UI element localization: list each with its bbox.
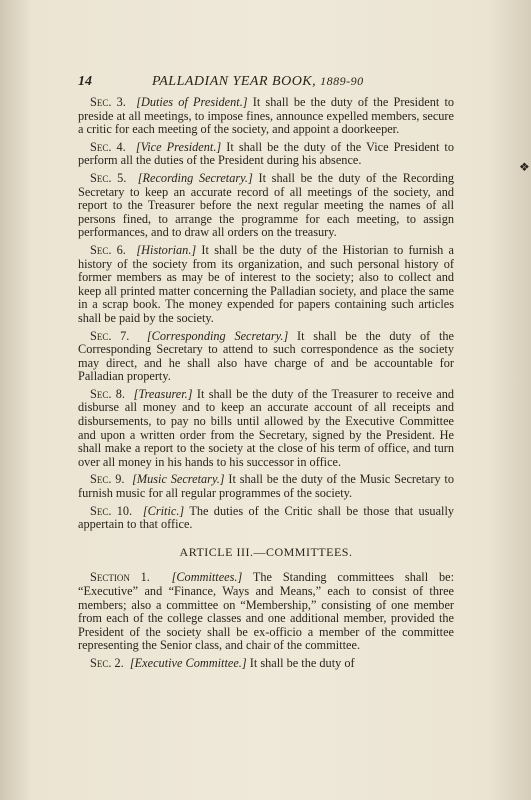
section-number: Sec. 10. xyxy=(90,503,133,518)
section-text: It shall be the duty of the Music Secretary to furnish music for all regular programmes of the society. xyxy=(78,472,454,501)
section-title: [Corresponding Secretary.] xyxy=(146,328,289,343)
page-body xyxy=(78,96,454,675)
section-text: The Standing committees shall be: “Executive” and “Finance, Ways and Means,” each to consist of three members; also a committee on “Membership,” consisting of one member from each of the college classes and one additional member, provided the President of the society shall be ex-officio a member of the committee representing the Senior class, and chair of the committee. xyxy=(78,570,454,653)
section-title: [Critic.] xyxy=(142,503,185,518)
section-paragraph xyxy=(78,330,454,384)
binding-mark: ❖ xyxy=(519,160,530,174)
section-number: Sec. 9. xyxy=(90,472,125,487)
section-text: It shall be the duty of the President to preside at all meetings, to impose fines, announce expelled members, secure a critic for each meeting of the society, and appoint a doorkeeper. xyxy=(78,95,455,137)
section-title: [Committees.] xyxy=(171,570,243,585)
officer-sections xyxy=(78,96,454,532)
section-title: [Music Secretary.] xyxy=(132,472,225,487)
section-paragraph xyxy=(78,505,454,532)
section-number: Sec. 7. xyxy=(90,328,130,343)
section-title: [Executive Committee.] xyxy=(129,655,247,670)
section-text: It shall be the duty of the Historian to furnish a history of the society from its organization, and such personal history of former members as may be of interest to the society; also to collect and keep all printed matter concerning the Palladian society, and place the same in a scrap book. The money expended for papers containing such articles shall be paid by the society. xyxy=(78,242,455,325)
section-number: Sec. 6. xyxy=(90,242,126,257)
section-paragraph xyxy=(78,172,454,240)
section-paragraph xyxy=(78,244,454,326)
section-paragraph xyxy=(78,571,454,653)
section-title: [Recording Secretary.] xyxy=(137,170,253,185)
section-number: Sec. 3. xyxy=(90,95,126,109)
section-paragraph xyxy=(78,473,454,500)
running-title xyxy=(152,74,364,90)
running-title-text: PALLADIAN YEAR BOOK, xyxy=(152,74,317,89)
article-heading: ARTICLE III.—COMMITTEES. xyxy=(179,544,353,559)
section-text: It shall be the duty of the Corresponding Secretary to attend to such correspondence as the society may direct, and he shall also have charge of and be accountable for Palladian property. xyxy=(78,328,454,384)
section-text: The duties of the Critic shall be those that usually appertain to that office. xyxy=(78,503,455,532)
section-paragraph xyxy=(78,388,454,470)
section-number: Sec. 5. xyxy=(90,170,127,185)
section-title: [Treasurer.] xyxy=(133,386,193,401)
section-paragraph xyxy=(78,96,454,137)
section-title: [Duties of President.] xyxy=(136,95,248,109)
section-title: [Historian.] xyxy=(136,242,197,257)
page-number: 14 xyxy=(78,74,92,89)
section-number: Sec. 4. xyxy=(90,139,126,154)
running-title-year: 1889-90 xyxy=(320,74,364,88)
section-number: Sec. 2. xyxy=(90,655,124,670)
section-text: It shall be the duty of the Treasurer to receive and disburse all money and to keep an accurate account of all receipts and disbursements, to pay no bills until allowed by the Executive Committee and upon a written order from the Secretary, signed by the President. He shall make a report to the society at the close of his term of office, and turn over all money in his hands to his successor in office. xyxy=(78,386,454,469)
section-title: [Vice President.] xyxy=(135,139,222,154)
committee-sections xyxy=(78,571,454,670)
section-text: It shall be the duty of the Vice President to perform all the duties of the President during his absence. xyxy=(78,139,454,168)
page-header xyxy=(78,74,454,94)
section-text: It shall be the duty of the Recording Secretary to keep an accurate record of all meetings of the society, and report to the Treasurer before the next regular meeting the names of all persons fined, to arrange the programme for each meeting, to assign performances, and to draw all orders on the treasury. xyxy=(78,170,455,240)
section-paragraph xyxy=(78,657,454,671)
section-number: Sec. 8. xyxy=(90,386,125,401)
section-paragraph xyxy=(78,141,454,168)
section-number: Section 1. xyxy=(90,570,150,585)
section-text: It shall be the duty of xyxy=(246,655,355,670)
